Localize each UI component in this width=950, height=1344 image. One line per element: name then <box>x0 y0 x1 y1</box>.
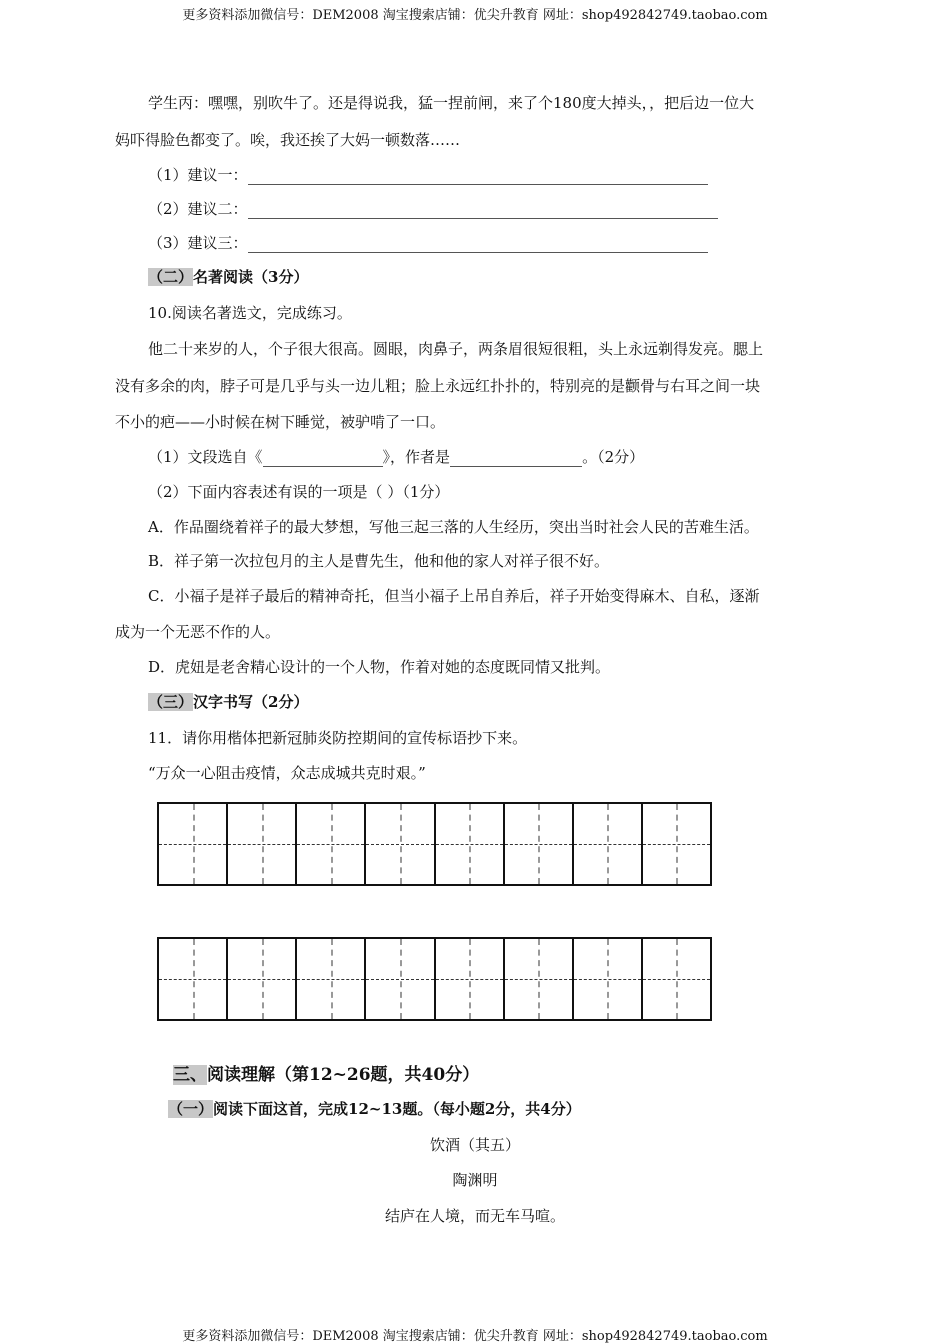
subsection-title: 阅读下面这首，完成12~13题。（每小题2分，共4分） <box>213 1100 581 1118</box>
slogan: “万众一心阻击疫情，众志成城共克时艰。” <box>148 764 426 782</box>
writing-grid-row-2[interactable] <box>157 937 712 1021</box>
question-10-2: （2）下面内容表述有误的一项是（ ）（1分） <box>148 483 450 501</box>
part-heading <box>173 1060 479 1085</box>
poem-line: 结庐在人境，而无车马喧。 <box>384 1207 565 1225</box>
excerpt-line: 不小的疤——小时候在树下睡觉，被驴啃了一口。 <box>115 413 446 431</box>
page-header: 更多资料添加微信号：DEM2008 淘宝搜索店铺：优尖升教育 网址：shop492842749.taobao.com <box>182 8 768 23</box>
answer-blank[interactable] <box>248 218 718 219</box>
option-a: A．作品圈绕着祥子的最大梦想，写他三起三落的人生经历，突出当时社会人民的苦难生活。 <box>148 518 759 536</box>
page-footer: 更多资料添加微信号：DEM2008 淘宝搜索店铺：优尖升教育 网址：shop492842749.taobao.com <box>182 1329 768 1344</box>
poem-author: 陶渊明 <box>452 1171 498 1189</box>
paragraph-line: 妈吓得脸色都变了。唉，我还挨了大妈一顿数落…… <box>115 131 461 149</box>
subsection-number: （一） <box>168 1100 214 1118</box>
option-c-cont: 成为一个无恶不作的人。 <box>115 623 281 641</box>
question-10-1 <box>148 446 644 467</box>
part-title: 阅读理解（第12~26题，共40分） <box>207 1065 480 1085</box>
answer-blank[interactable] <box>248 184 708 185</box>
suggestion-1 <box>148 164 708 185</box>
section-heading <box>148 691 308 712</box>
excerpt-line: 他二十来岁的人，个子很大很高。圆眼，肉鼻子，两条眉很短很粗，头上永远剃得发亮。腮上 <box>148 340 764 358</box>
paragraph-line: 学生丙：嘿嘿，别吹牛了。还是得说我，猛一捏前闸，来了个180度大掉头，，把后边一位大 <box>148 94 755 112</box>
section-title: 名著阅读（3分） <box>193 268 309 286</box>
label: （2）建议二： <box>148 200 248 218</box>
question-11: 11．请你用楷体把新冠肺炎防控期间的宣传标语抄下来。 <box>148 729 528 747</box>
text: （1）文段选自《 <box>148 448 263 466</box>
suggestion-2 <box>148 198 718 219</box>
author-blank[interactable] <box>450 466 582 467</box>
subsection-heading <box>168 1098 581 1119</box>
section-number: （三） <box>148 693 194 711</box>
question-10: 10.阅读名著选文，完成练习。 <box>148 304 352 322</box>
option-d: D．虎妞是老舍精心设计的一个人物，作着对她的态度既同情又批判。 <box>148 658 611 676</box>
option-b: B．祥子第一次拉包月的主人是曹先生，他和他的家人对祥子很不好。 <box>148 552 610 570</box>
label: （1）建议一： <box>148 166 248 184</box>
text: 》，作者是 <box>382 448 451 466</box>
part-number: 三、 <box>173 1065 207 1085</box>
text: 。（2分） <box>582 448 645 466</box>
suggestion-3 <box>148 232 708 253</box>
poem-title: 饮酒（其五） <box>429 1136 520 1154</box>
excerpt-line: 没有多余的肉，脖子可是几乎与头一边儿粗；脸上永远红扑扑的，特别亮的是颧骨与右耳之间一块 <box>115 377 761 395</box>
writing-grid-row-1[interactable] <box>157 802 712 886</box>
answer-blank[interactable] <box>248 252 708 253</box>
section-heading <box>148 266 308 287</box>
book-blank[interactable] <box>263 466 383 467</box>
option-c: C．小福子是祥子最后的精神奇托，但当小福子上吊自养后，祥子开始变得麻木、自私，逐渐 <box>148 587 760 605</box>
section-title: 汉字书写（2分） <box>193 693 309 711</box>
label: （3）建议三： <box>148 234 248 252</box>
section-number: （二） <box>148 268 194 286</box>
